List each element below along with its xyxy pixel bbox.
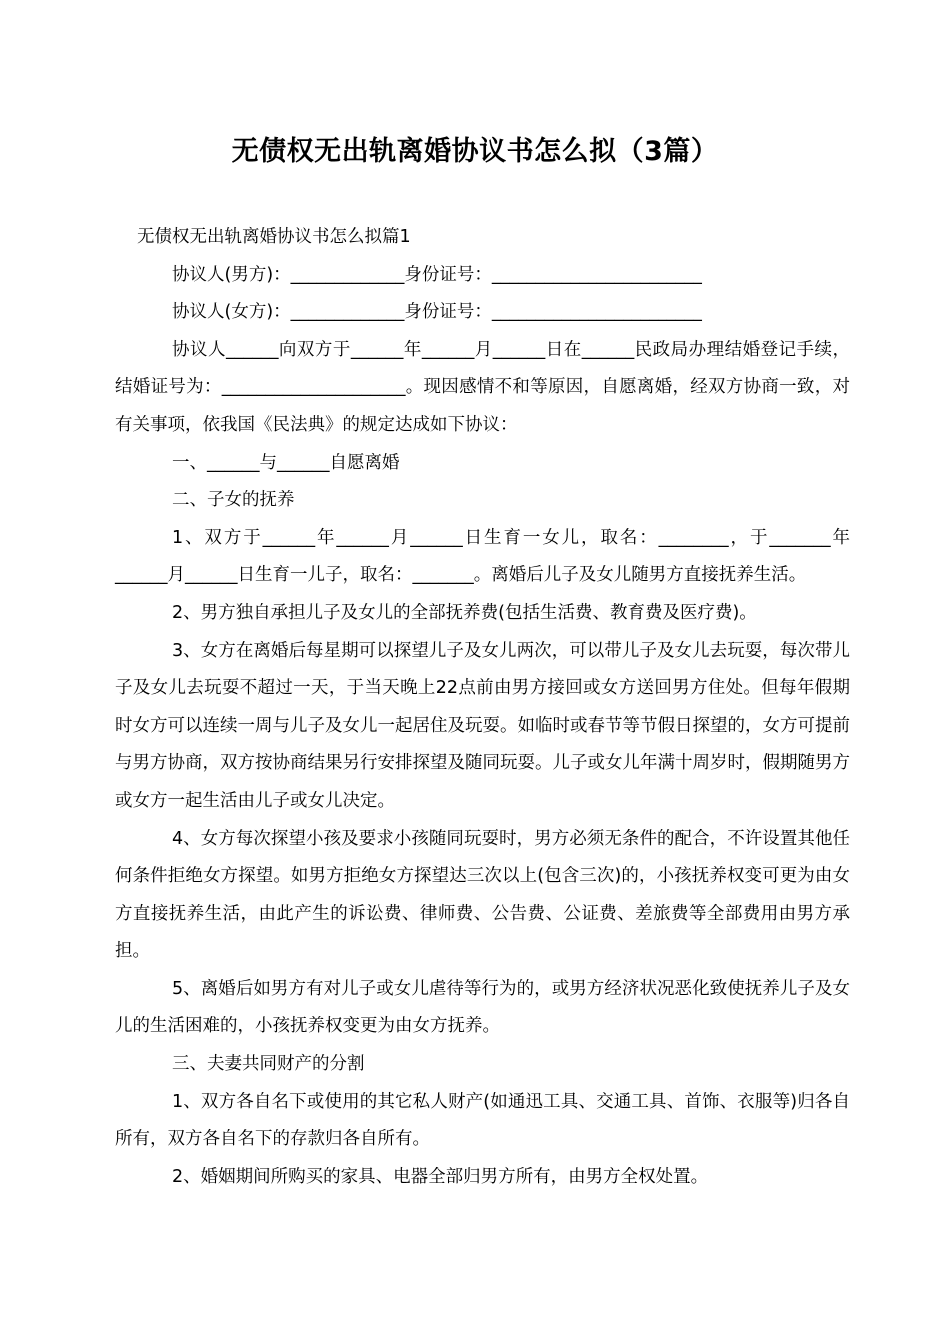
property-clause-2: 2、婚姻期间所购买的家具、电器全部归男方所有，由男方全权处置。	[172, 1166, 709, 1187]
document-body	[115, 219, 850, 1196]
section-divorce-heading: 一、______与______自愿离婚	[172, 452, 400, 473]
children-clause-4: 4、女方每次探望小孩及要求小孩随同玩耍时，男方必须无条件的配合，不许设置其他任何条件拒绝女方探望。如男方拒绝女方探望达三次以上(包含三次)的，小孩抚养权变可更为由女方直接抚养生活，由此产生的诉讼费、律师费、公告费、公证费、差旅费等全部费用由男方承担。	[115, 828, 850, 962]
children-clause-3: 3、女方在离婚后每星期可以探望儿子及女儿两次，可以带儿子及女儿去玩耍，每次带儿子及女儿去玩耍不超过一天，于当天晚上22点前由男方接回或女方送回男方住处。但每年假期时女方可以连续一周与儿子及女儿一起居住及玩耍。如临时或春节等节假日探望的，女方可提前与男方协商，双方按协商结果另行安排探望及随同玩耍。儿子或女儿年满十周岁时，假期随男方或女方一起生活由儿子或女儿决定。	[115, 640, 850, 811]
preamble-paragraph: 协议人______向双方于______年______月______日在______民政局办理结婚登记手续，结婚证号为：_____________________。现因感情不和等原因，自愿离婚，经双方协商一致，对有关事项，依我国《民法典》的规定达成如下协议：	[115, 339, 850, 435]
party-female-line: 协议人(女方)：_____________身份证号：________________________	[172, 302, 702, 323]
children-clause-1: 1、双方于______年______月______日生育一女儿，取名：________，于_______年______月______日生育一儿子，取名：_______。离婚后儿子及女儿随男方直接抚养生活。	[115, 527, 850, 586]
children-clause-2: 2、男方独自承担儿子及女儿的全部抚养费(包括生活费、教育费及医疗费)。	[172, 602, 757, 623]
children-clause-5: 5、离婚后如男方有对儿子或女儿虐待等行为的，或男方经济状况恶化致使抚养儿子及女儿的生活困难的，小孩抚养权变更为由女方抚养。	[115, 978, 850, 1037]
document-title: 无债权无出轨离婚协议书怎么拟（3篇）	[231, 136, 719, 167]
document-subtitle: 无债权无出轨离婚协议书怎么拟篇1	[137, 227, 411, 247]
section-property-heading: 三、夫妻共同财产的分割	[172, 1054, 365, 1075]
party-male-line: 协议人(男方)：_____________身份证号：________________________	[172, 264, 702, 285]
section-children-heading: 二、子女的抚养	[172, 490, 295, 511]
property-clause-1: 1、双方各自名下或使用的其它私人财产(如通迅工具、交通工具、首饰、衣服等)归各自所有，双方各自名下的存款归各自所有。	[115, 1091, 850, 1150]
